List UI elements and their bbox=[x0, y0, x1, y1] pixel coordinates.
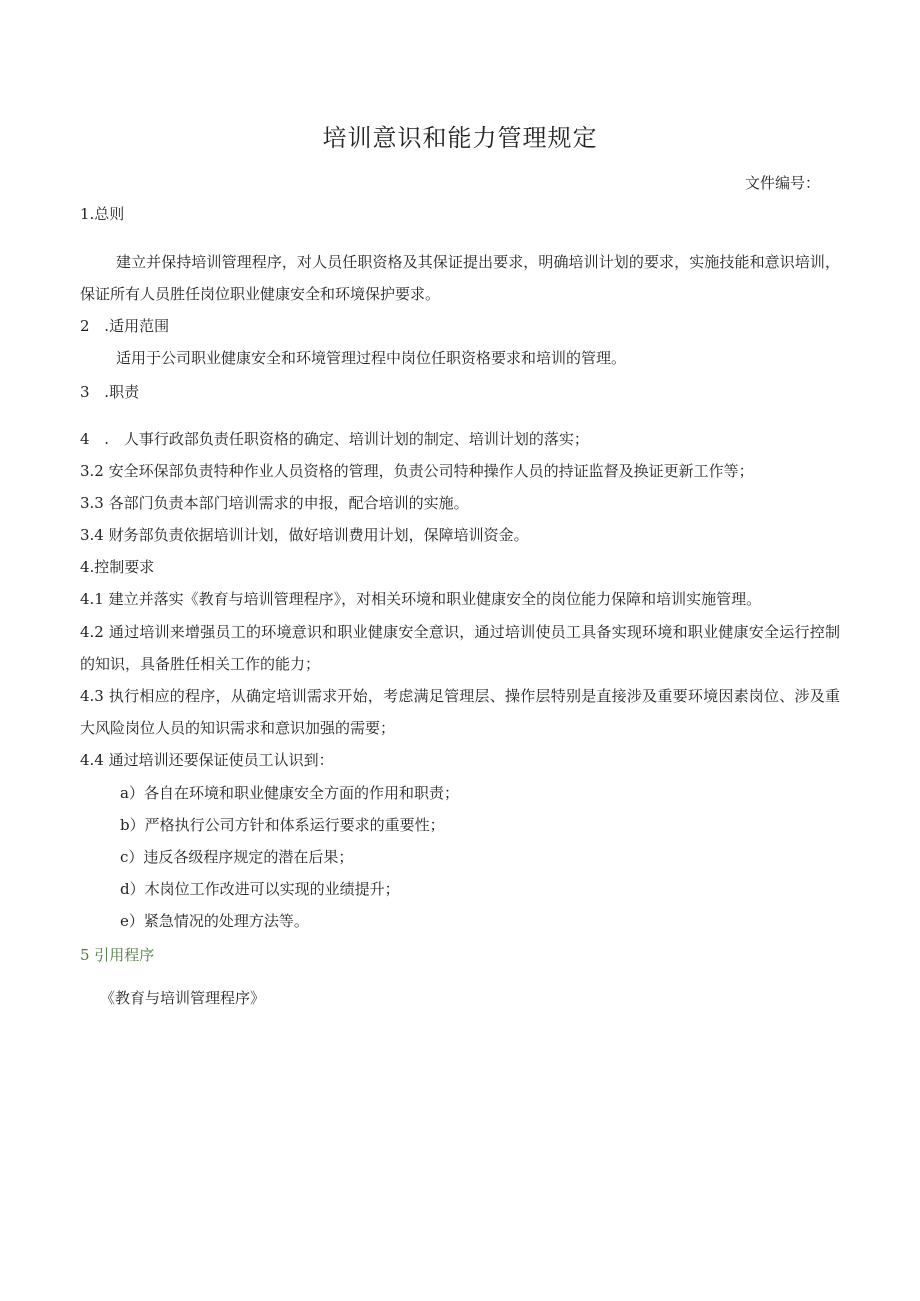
section-1-paragraph: 建立并保持培训管理程序，对人员任职资格及其保证提出要求，明确培训计划的要求，实施技能和意识培训，保证所有人员胜任岗位职业健康安全和环境保护要求。 bbox=[80, 253, 840, 303]
section-5-heading: 5 引用程序 bbox=[80, 946, 155, 964]
section-3-item: 3.3 各部门负责本部门培训需求的申报，配合培训的实施。 bbox=[80, 494, 469, 512]
section-5-reference: 《教育与培训管理程序》 bbox=[100, 989, 266, 1007]
document-title: 培训意识和能力管理规定 bbox=[322, 124, 598, 152]
section-4-heading: 4.控制要求 bbox=[80, 558, 155, 576]
doc-number-label: 文件编号： bbox=[744, 174, 820, 192]
section-2-heading: 2 .适用范围 bbox=[80, 317, 170, 335]
section-4-item: 4.3 执行相应的程序，从确定培训需求开始，考虑满足管理层、操作层特别是直接涉及重要环境因素岗位、涉及重大风险岗位人员的知识需求和意识加强的需要； bbox=[80, 687, 840, 737]
section-4-item: 4.4 通过培训还要保证使员工认识到： bbox=[80, 751, 334, 769]
section-3-item: 3.2 安全环保部负责特种作业人员资格的管理，负责公司特种操作人员的持证监督及换证更新工作等； bbox=[80, 462, 754, 480]
section-2-paragraph: 适用于公司职业健康安全和环境管理过程中岗位任职资格要求和培训的管理。 bbox=[116, 349, 627, 367]
section-3-item: 4 . 人事行政部负责任职资格的确定、培训计划的制定、培训计划的落实； bbox=[80, 430, 589, 448]
section-4-item: 4.2 通过培训来增强员工的环境意识和职业健康安全意识，通过培训使员工具备实现环境和职业健康安全运行控制的知识，具备胜任相关工作的能力； bbox=[80, 623, 840, 673]
section-4-sub-item: a）各自在环境和职业健康安全方面的作用和职责； bbox=[120, 784, 459, 802]
section-4-sub-item: b）严格执行公司方针和体系运行要求的重要性； bbox=[120, 816, 445, 834]
section-4-sub-item: e）紧急情况的处理方法等。 bbox=[120, 912, 309, 930]
section-4-sub-item: c）违反各级程序规定的潜在后果； bbox=[120, 848, 354, 866]
section-4-sub-item: d）木岗位工作改进可以实现的业绩提升； bbox=[120, 880, 400, 898]
section-3-item: 3.4 财务部负责依据培训计划，做好培训费用计划，保障培训资金。 bbox=[80, 526, 529, 544]
section-1-heading: 1.总则 bbox=[80, 205, 125, 223]
section-4-item: 4.1 建立并落实《教育与培训管理程序》，对相关环境和职业健康安全的岗位能力保障和培训实施管理。 bbox=[80, 590, 762, 608]
section-3-heading: 3 .职责 bbox=[80, 383, 140, 401]
